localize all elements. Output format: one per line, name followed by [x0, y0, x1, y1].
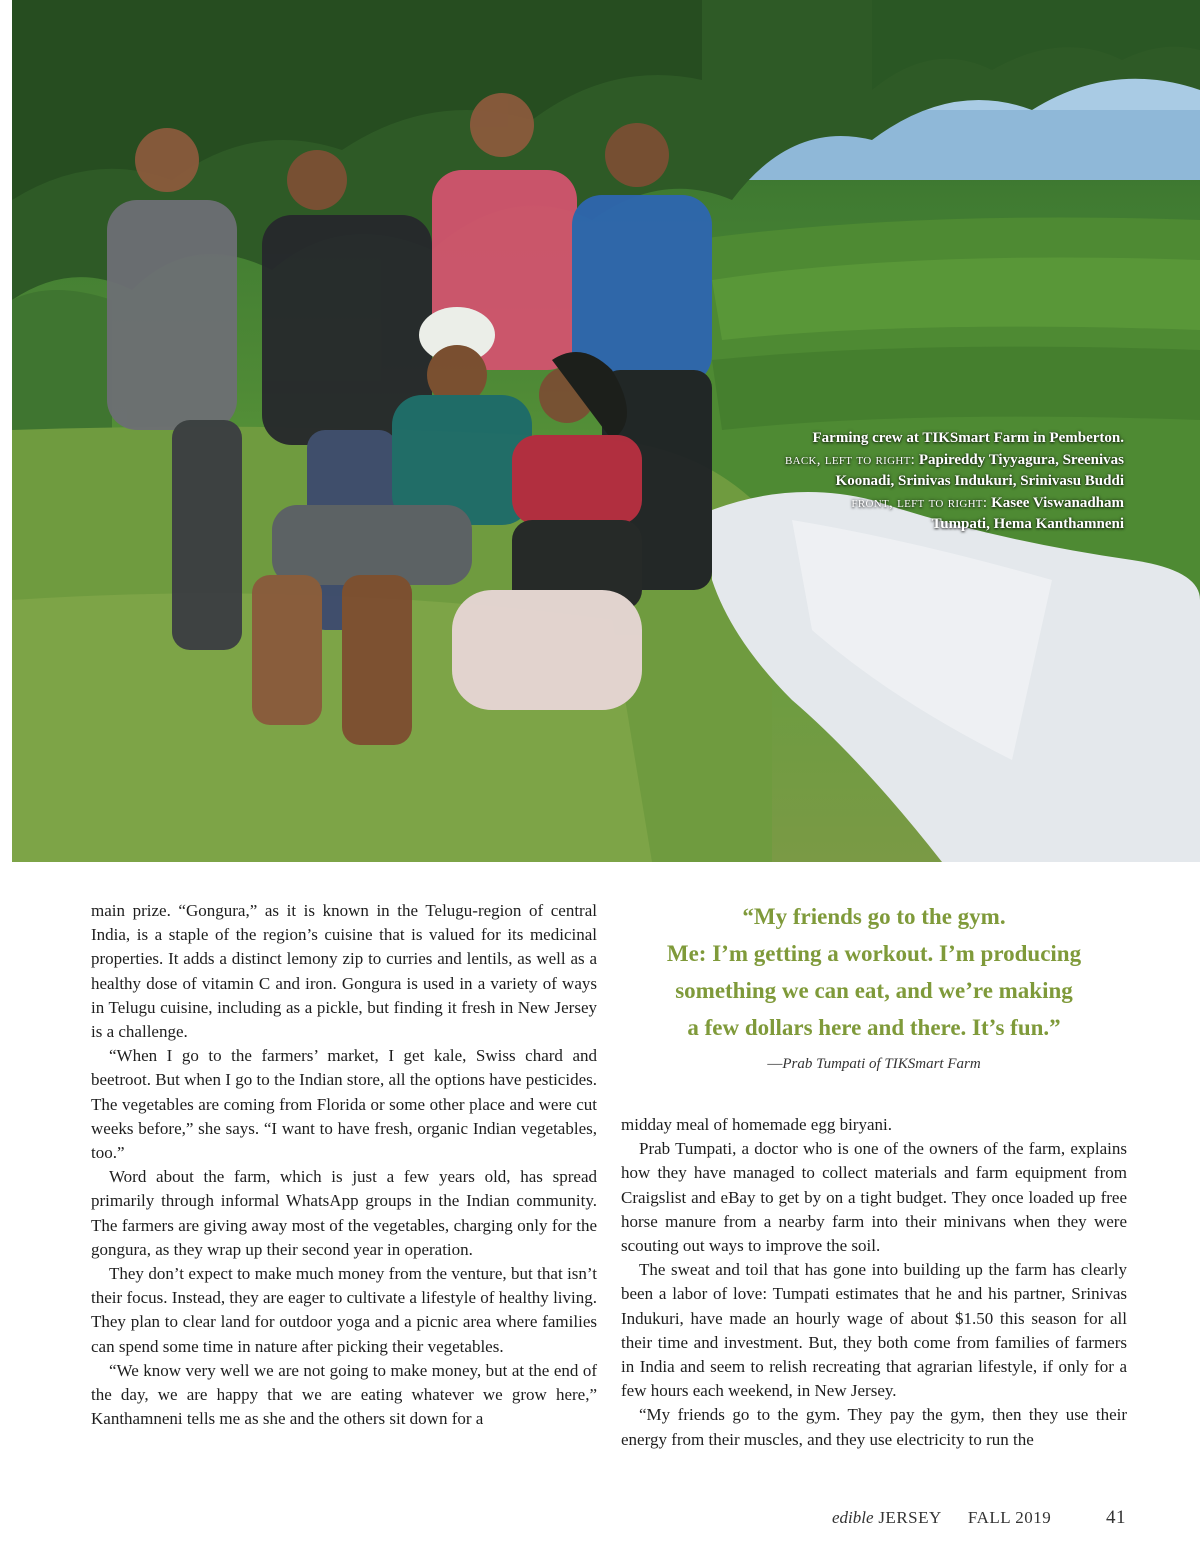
- pull-quote-line: Me: I’m getting a workout. I’m producing: [666, 941, 1082, 966]
- caption-front-row: [704, 493, 1124, 515]
- pull-quote: [630, 898, 1118, 1046]
- paragraph: midday meal of homemade egg biryani.: [621, 1115, 892, 1134]
- caption-front-names-2: Tumpati, Hema Kanthamneni: [931, 516, 1124, 532]
- paragraph: Word about the farm, which is just a few years old, has spread primarily through informal WhatsApp groups in the Indian community. The farmers are giving away most of the vegetables, charging only for the gongura, as they wrap up their second year in operation.: [91, 1167, 597, 1259]
- caption-front-label: front, left to right:: [851, 494, 988, 511]
- caption-back-row: [704, 450, 1124, 472]
- pull-quote-attribution: [630, 1056, 1118, 1073]
- page-footer: [832, 1507, 1126, 1529]
- caption-title: Farming crew at TIKSmart Farm in Pemberton.: [812, 430, 1124, 446]
- caption-back-names-1: Papireddy Tiyyagura, Sreenivas: [918, 451, 1124, 468]
- article-column-left: [91, 899, 597, 1431]
- photo-caption: [704, 428, 1124, 536]
- page-number: 41: [1106, 1507, 1126, 1528]
- magazine-name: JERSEY: [878, 1508, 942, 1527]
- pull-quote-line: a few dollars here and there. It’s fun.”: [687, 1015, 1061, 1040]
- caption-back-names-2: Koonadi, Srinivas Indukuri, Srinivasu Buddi: [835, 473, 1124, 489]
- pull-quote-line: “My friends go to the gym.: [742, 904, 1006, 929]
- paragraph: “We know very well we are not going to make money, but at the end of the day, we are happy that we are eating whatever we grow here,” Kanthamneni tells me as she and the others sit down for a: [91, 1360, 597, 1429]
- attribution-dash: —: [767, 1056, 783, 1072]
- article-column-right: [621, 1113, 1127, 1452]
- pull-quote-line: something we can eat, and we’re making: [675, 978, 1073, 1003]
- feature-photo: [12, 0, 1200, 862]
- paragraph: The sweat and toil that has gone into building up the farm has clearly been a labor of love: Tumpati estimates that he and his partner, Srinivas Indukuri, have made an hourly wage of about $1.50 this season for all their time and investment. But, they both come from families of farmers in India and seem to relish recreating that agrarian lifestyle, if only for a few hours each weekend, in New Jersey.: [621, 1260, 1127, 1401]
- paragraph: “When I go to the farmers’ market, I get kale, Swiss chard and beetroot. But when I go to the Indian store, all the options have pesticides. The vegetables are coming from Florida or some other place and were cut weeks before,” she says. “I want to have fresh, organic Indian vegetables, too.”: [91, 1046, 597, 1163]
- issue-label: FALL 2019: [967, 1508, 1052, 1527]
- paragraph: They don’t expect to make much money from the venture, but that isn’t their focus. Instead, they are eager to cultivate a lifestyle of healthy living. They plan to clear land for outdoor yoga and a picnic area where families can spend some time in nature after picking their vegetables.: [91, 1264, 597, 1356]
- caption-back-label: back, left to right:: [784, 451, 916, 468]
- paragraph: Prab Tumpati, a doctor who is one of the owners of the farm, explains how they have managed to collect materials and farm equipment from Craigslist and eBay to get by on a tight budget. They once loaded up free horse manure from a nearby farm into their minivans when they were scouting out ways to improve the soil.: [621, 1139, 1127, 1256]
- attribution-text: Prab Tumpati of TIKSmart Farm: [782, 1056, 981, 1072]
- caption-front-names-1: Kasee Viswanadham: [991, 494, 1124, 511]
- paragraph: main prize. “Gongura,” as it is known in the Telugu-region of central India, is a staple of the region’s cuisine that is valued for its medicinal properties. It adds a distinct lemony zip to curries and lentils, as well as a healthy dose of vitamin C and iron. Gongura is used in a variety of ways in Telugu cuisine, including as a pickle, but finding it fresh in New Jersey is a challenge.: [91, 901, 597, 1042]
- paragraph: “My friends go to the gym. They pay the gym, then they use their energy from their muscles, and they use electricity to run the: [621, 1405, 1127, 1449]
- magazine-prefix: edible: [832, 1508, 874, 1527]
